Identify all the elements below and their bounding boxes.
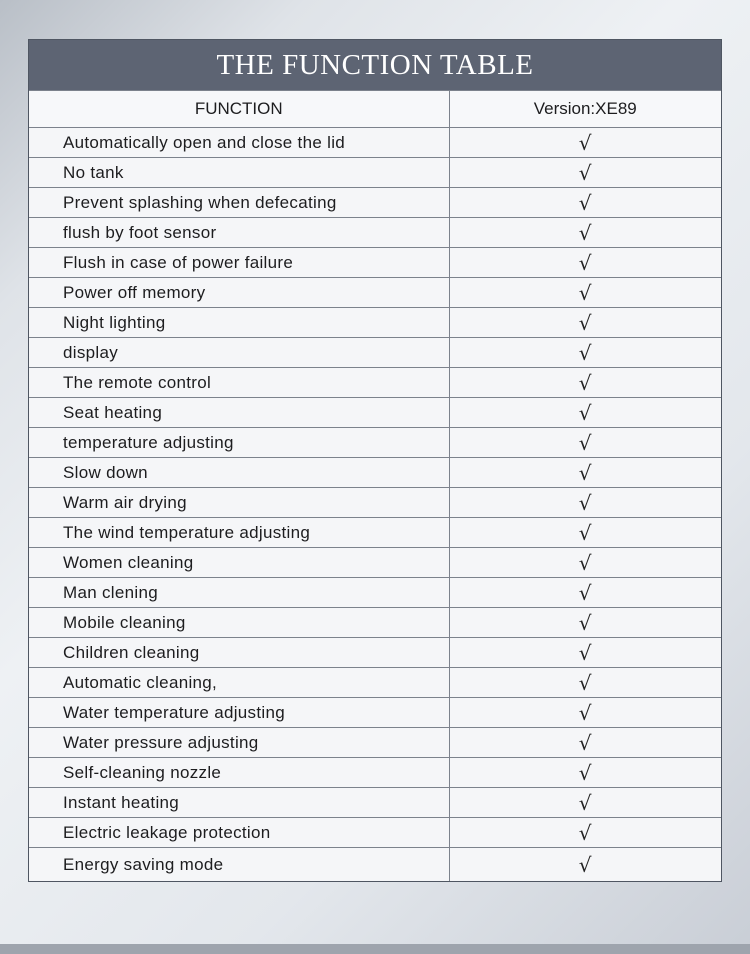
function-cell: Warm air drying <box>29 488 449 518</box>
bottom-band <box>0 944 750 954</box>
function-cell: Prevent splashing when defecating <box>29 188 449 218</box>
check-mark-icon: √ <box>449 368 721 398</box>
table <box>29 90 721 881</box>
table-row <box>29 608 721 638</box>
table-row <box>29 428 721 458</box>
table-row <box>29 368 721 398</box>
table-row <box>29 398 721 428</box>
table-title: THE FUNCTION TABLE <box>29 40 721 90</box>
table-row <box>29 308 721 338</box>
table-row <box>29 218 721 248</box>
check-mark-icon: √ <box>449 488 721 518</box>
table-row <box>29 818 721 848</box>
table-row <box>29 278 721 308</box>
table-row <box>29 188 721 218</box>
function-cell: Instant heating <box>29 788 449 818</box>
check-mark-icon: √ <box>449 848 721 882</box>
function-cell: Children cleaning <box>29 638 449 668</box>
table-row <box>29 638 721 668</box>
table-row <box>29 758 721 788</box>
function-cell: Night lighting <box>29 308 449 338</box>
function-cell: temperature adjusting <box>29 428 449 458</box>
function-cell: Automatically open and close the lid <box>29 128 449 158</box>
function-cell: The wind temperature adjusting <box>29 518 449 548</box>
check-mark-icon: √ <box>449 218 721 248</box>
function-cell: Power off memory <box>29 278 449 308</box>
check-mark-icon: √ <box>449 248 721 278</box>
check-mark-icon: √ <box>449 698 721 728</box>
check-mark-icon: √ <box>449 428 721 458</box>
function-cell: Seat heating <box>29 398 449 428</box>
check-mark-icon: √ <box>449 308 721 338</box>
table-row <box>29 488 721 518</box>
table-row <box>29 248 721 278</box>
function-cell: Slow down <box>29 458 449 488</box>
function-cell: display <box>29 338 449 368</box>
table-row <box>29 128 721 158</box>
function-cell: Mobile cleaning <box>29 608 449 638</box>
table-row <box>29 578 721 608</box>
check-mark-icon: √ <box>449 278 721 308</box>
table-row <box>29 518 721 548</box>
function-column-header: FUNCTION <box>29 91 449 128</box>
table-row <box>29 548 721 578</box>
function-cell: Electric leakage protection <box>29 818 449 848</box>
function-cell: No tank <box>29 158 449 188</box>
check-mark-icon: √ <box>449 458 721 488</box>
table-row <box>29 698 721 728</box>
function-table <box>28 39 722 882</box>
check-mark-icon: √ <box>449 638 721 668</box>
function-cell: Automatic cleaning, <box>29 668 449 698</box>
check-mark-icon: √ <box>449 398 721 428</box>
check-mark-icon: √ <box>449 608 721 638</box>
function-cell: Water temperature adjusting <box>29 698 449 728</box>
table-row <box>29 788 721 818</box>
check-mark-icon: √ <box>449 128 721 158</box>
table-row <box>29 338 721 368</box>
check-mark-icon: √ <box>449 788 721 818</box>
function-cell: Energy saving mode <box>29 848 449 882</box>
check-mark-icon: √ <box>449 548 721 578</box>
table-row <box>29 728 721 758</box>
check-mark-icon: √ <box>449 338 721 368</box>
function-cell: flush by foot sensor <box>29 218 449 248</box>
check-mark-icon: √ <box>449 668 721 698</box>
check-mark-icon: √ <box>449 188 721 218</box>
table-row <box>29 158 721 188</box>
check-mark-icon: √ <box>449 728 721 758</box>
table-row <box>29 848 721 882</box>
table-row <box>29 668 721 698</box>
function-cell: Man clening <box>29 578 449 608</box>
check-mark-icon: √ <box>449 158 721 188</box>
check-mark-icon: √ <box>449 578 721 608</box>
function-cell: Self-cleaning nozzle <box>29 758 449 788</box>
function-cell: The remote control <box>29 368 449 398</box>
function-cell: Women cleaning <box>29 548 449 578</box>
table-row <box>29 458 721 488</box>
check-mark-icon: √ <box>449 818 721 848</box>
header-row <box>29 91 721 128</box>
check-mark-icon: √ <box>449 518 721 548</box>
function-cell: Water pressure adjusting <box>29 728 449 758</box>
version-column-header: Version:XE89 <box>449 91 721 128</box>
function-cell: Flush in case of power failure <box>29 248 449 278</box>
check-mark-icon: √ <box>449 758 721 788</box>
